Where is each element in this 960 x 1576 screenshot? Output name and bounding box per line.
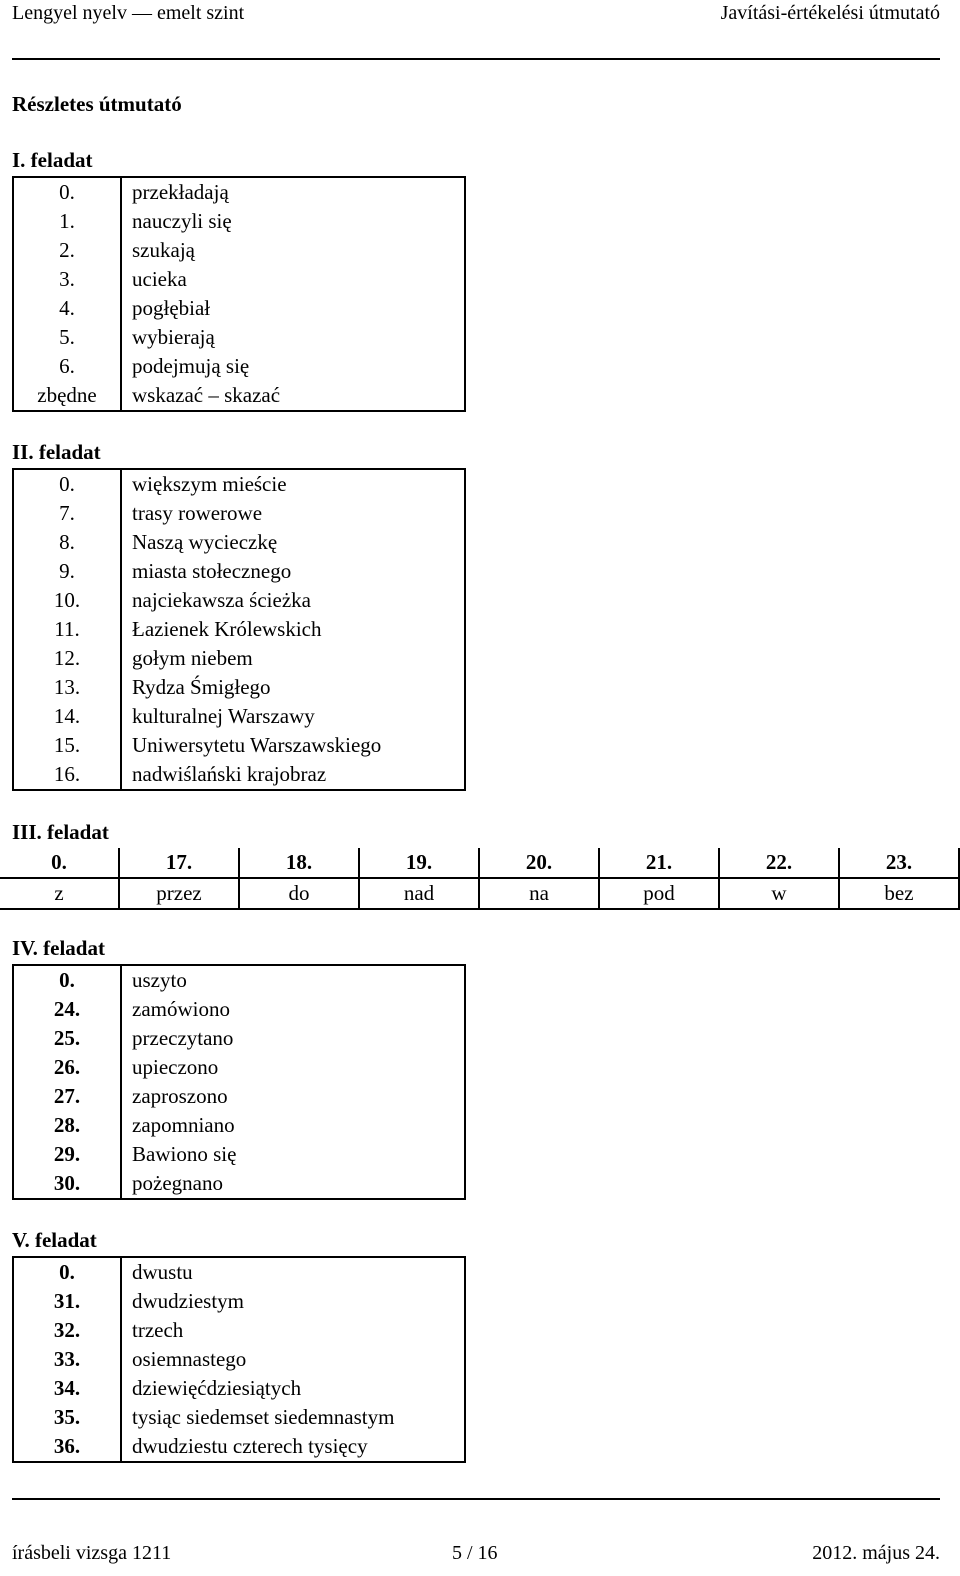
item-answer: osiemnastego <box>121 1345 465 1374</box>
item-number: 2. <box>13 236 121 265</box>
table-row <box>13 644 465 673</box>
section-3-title: III. feladat <box>12 820 109 844</box>
item-number: 19. <box>359 848 479 878</box>
item-answer: Rydza Śmigłego <box>121 673 465 702</box>
item-answer: przez <box>119 878 239 909</box>
item-answer: Łazienek Królewskich <box>121 615 465 644</box>
table-row <box>13 265 465 294</box>
item-number: 6. <box>13 352 121 381</box>
item-number: 26. <box>13 1053 121 1082</box>
item-answer: dziewięćdziesiątych <box>121 1374 465 1403</box>
item-number: 25. <box>13 1024 121 1053</box>
item-answer: trasy rowerowe <box>121 499 465 528</box>
item-number: 30. <box>13 1169 121 1199</box>
item-answer: ucieka <box>121 265 465 294</box>
item-answer: wybierają <box>121 323 465 352</box>
page-header <box>12 2 940 28</box>
item-number: 23. <box>839 848 959 878</box>
section-4-table <box>12 964 466 1200</box>
page-number: 5 / 16 <box>452 1542 498 1564</box>
table-row <box>13 236 465 265</box>
item-answer: pogłębiał <box>121 294 465 323</box>
item-number: 29. <box>13 1140 121 1169</box>
table-row <box>13 557 465 586</box>
table-row <box>13 177 465 207</box>
section-3-table <box>0 848 960 910</box>
item-number: 21. <box>599 848 719 878</box>
item-number: 36. <box>13 1432 121 1462</box>
item-answer: zamówiono <box>121 995 465 1024</box>
item-answer: uszyto <box>121 965 465 995</box>
item-answer: na <box>479 878 599 909</box>
table-row <box>13 615 465 644</box>
item-number: 7. <box>13 499 121 528</box>
item-number: 32. <box>13 1316 121 1345</box>
table-row <box>13 207 465 236</box>
item-number: 0. <box>13 1257 121 1287</box>
item-number: 0. <box>13 177 121 207</box>
item-answer: zaproszono <box>121 1082 465 1111</box>
section-4-title: IV. feladat <box>12 936 105 960</box>
item-number: 16. <box>13 760 121 790</box>
item-number: 31. <box>13 1287 121 1316</box>
table-row <box>13 760 465 790</box>
item-answer: nadwiślański krajobraz <box>121 760 465 790</box>
table-row <box>13 1082 465 1111</box>
item-answer: pod <box>599 878 719 909</box>
table-row <box>0 848 959 878</box>
item-number: 14. <box>13 702 121 731</box>
table-row <box>13 1169 465 1199</box>
item-number: 10. <box>13 586 121 615</box>
item-number: 1. <box>13 207 121 236</box>
section-5-table <box>12 1256 466 1463</box>
item-number: 8. <box>13 528 121 557</box>
item-number: 24. <box>13 995 121 1024</box>
table-row <box>13 586 465 615</box>
table-row <box>13 1432 465 1462</box>
item-answer: nauczyli się <box>121 207 465 236</box>
table-row <box>13 1140 465 1169</box>
table-row <box>13 965 465 995</box>
table-row <box>13 381 465 411</box>
table-row <box>13 469 465 499</box>
table-row <box>13 294 465 323</box>
page-footer <box>12 1542 940 1568</box>
item-answer: wskazać – skazać <box>121 381 465 411</box>
item-number: 22. <box>719 848 839 878</box>
table-row <box>13 995 465 1024</box>
item-number: 17. <box>119 848 239 878</box>
item-answer: nad <box>359 878 479 909</box>
item-number: 0. <box>13 469 121 499</box>
item-number: 34. <box>13 1374 121 1403</box>
page-title: Részletes útmutató <box>12 92 182 116</box>
table-row <box>13 673 465 702</box>
item-number: 4. <box>13 294 121 323</box>
item-number: 11. <box>13 615 121 644</box>
item-answer: szukają <box>121 236 465 265</box>
table-row <box>13 499 465 528</box>
table-row <box>13 1053 465 1082</box>
item-answer: zapomniano <box>121 1111 465 1140</box>
item-number: 9. <box>13 557 121 586</box>
item-answer: przeczytano <box>121 1024 465 1053</box>
header-doc-type: Javítási-értékelési útmutató <box>720 2 940 24</box>
section-1-title: I. feladat <box>12 148 93 172</box>
item-answer: trzech <box>121 1316 465 1345</box>
header-subject: Lengyel nyelv — emelt szint <box>12 2 245 24</box>
table-row <box>0 878 959 909</box>
item-number: 12. <box>13 644 121 673</box>
section-2-table <box>12 468 466 791</box>
section-2-title: II. feladat <box>12 440 101 464</box>
item-number: 0. <box>13 965 121 995</box>
item-answer: kulturalnej Warszawy <box>121 702 465 731</box>
footer-date: 2012. május 24. <box>812 1542 940 1564</box>
item-answer: dwudziestu czterech tysięcy <box>121 1432 465 1462</box>
item-number: 20. <box>479 848 599 878</box>
item-answer: przekładają <box>121 177 465 207</box>
item-number: zbędne <box>13 381 121 411</box>
table-row <box>13 1403 465 1432</box>
item-answer: miasta stołecznego <box>121 557 465 586</box>
item-number: 15. <box>13 731 121 760</box>
item-number: 5. <box>13 323 121 352</box>
table-row <box>13 731 465 760</box>
section-5-title: V. feladat <box>12 1228 97 1252</box>
item-answer: do <box>239 878 359 909</box>
table-row <box>13 702 465 731</box>
item-answer: dwudziestym <box>121 1287 465 1316</box>
table-row <box>13 352 465 381</box>
item-number: 3. <box>13 265 121 294</box>
item-number: 33. <box>13 1345 121 1374</box>
item-answer: Bawiono się <box>121 1140 465 1169</box>
item-answer: Naszą wycieczkę <box>121 528 465 557</box>
header-rule <box>12 58 940 60</box>
table-row <box>13 1257 465 1287</box>
item-number: 35. <box>13 1403 121 1432</box>
item-answer: gołym niebem <box>121 644 465 673</box>
item-answer: dwustu <box>121 1257 465 1287</box>
item-answer: podejmują się <box>121 352 465 381</box>
item-number: 27. <box>13 1082 121 1111</box>
item-answer: tysiąc siedemset siedemnastym <box>121 1403 465 1432</box>
table-row <box>13 1345 465 1374</box>
item-number: 0. <box>0 848 119 878</box>
table-row <box>13 528 465 557</box>
item-number: 28. <box>13 1111 121 1140</box>
item-answer: w <box>719 878 839 909</box>
item-number: 13. <box>13 673 121 702</box>
item-answer: upieczono <box>121 1053 465 1082</box>
table-row <box>13 1287 465 1316</box>
item-number: 18. <box>239 848 359 878</box>
table-row <box>13 1316 465 1345</box>
table-row <box>13 1024 465 1053</box>
section-1-table <box>12 176 466 412</box>
table-row <box>13 323 465 352</box>
item-answer: większym mieście <box>121 469 465 499</box>
table-row <box>13 1374 465 1403</box>
item-answer: pożegnano <box>121 1169 465 1199</box>
item-answer: najciekawsza ścieżka <box>121 586 465 615</box>
table-row <box>13 1111 465 1140</box>
item-answer: bez <box>839 878 959 909</box>
item-answer: z <box>0 878 119 909</box>
item-answer: Uniwersytetu Warszawskiego <box>121 731 465 760</box>
footer-exam-code: írásbeli vizsga 1211 <box>12 1542 172 1564</box>
footer-rule <box>12 1498 940 1500</box>
